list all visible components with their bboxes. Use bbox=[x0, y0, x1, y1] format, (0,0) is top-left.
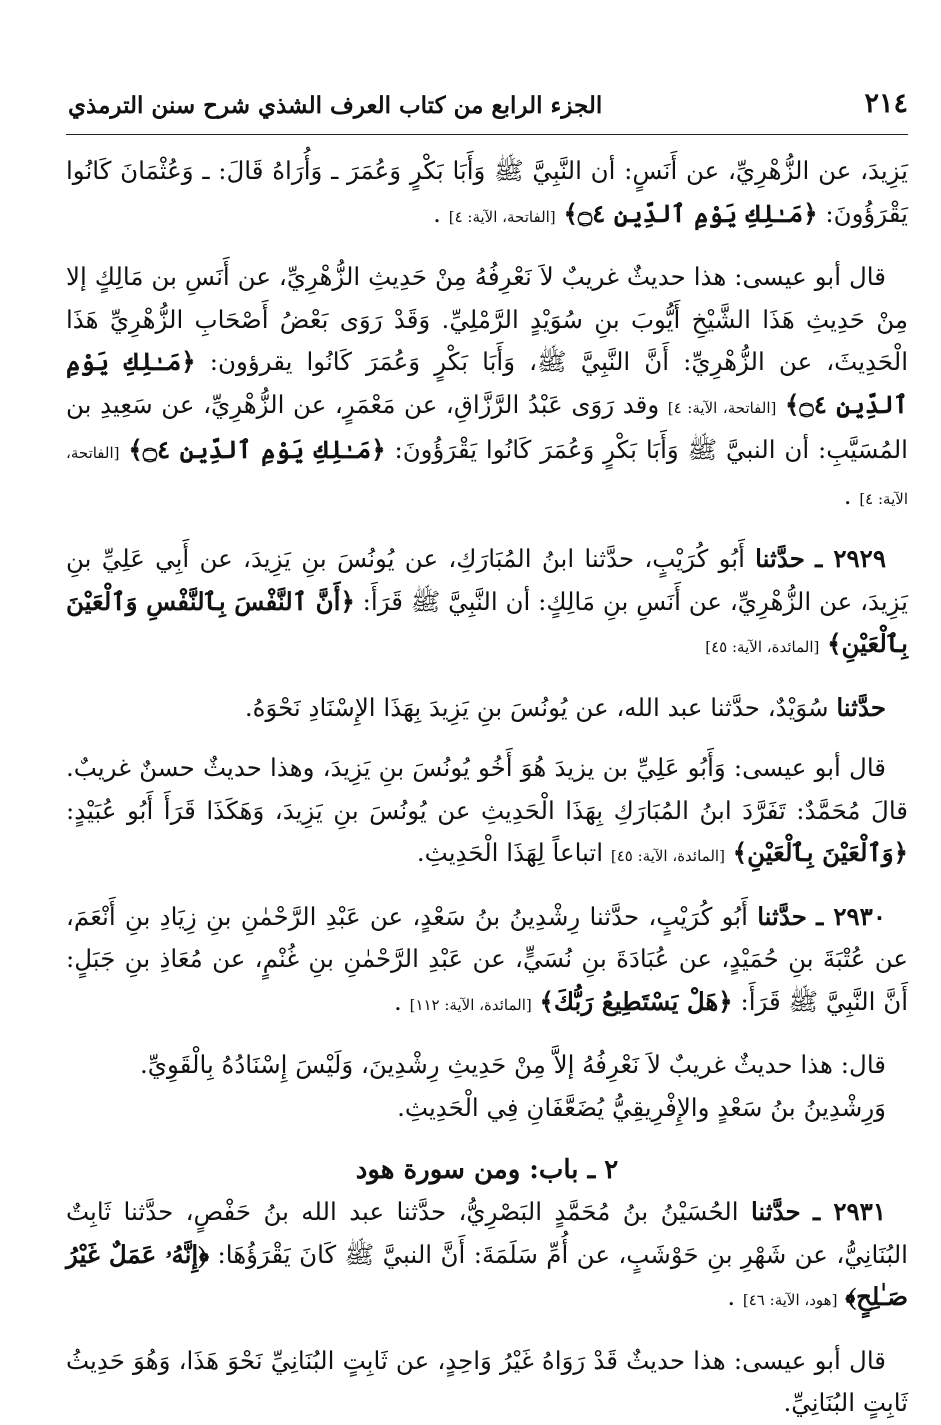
paragraph-end: . bbox=[394, 986, 410, 1016]
paragraph-text: قال: هذا حديثٌ غريبٌ لاَ نَعْرِفُهُ إلاَّ مِنْ حَدِيثِ رِشْدِينَ، وَلَيْسَ إِسْنَادُهُ بِالْقَوِيِّ. bbox=[140, 1050, 886, 1079]
paragraph-end: اتباعاً لِهَذَا الْحَدِيثِ. bbox=[416, 838, 611, 867]
quran-verse: ﴿أَنَّ ٱلنَّفْسَ بِٱلنَّفْسِ وَٱلْعَيْنَ بِٱلْعَيْنِ﴾ bbox=[66, 586, 908, 658]
verse-reference: [المائدة، الآية: ١١٢] bbox=[409, 995, 532, 1014]
hadith-2931 bbox=[66, 1191, 908, 1322]
verse-reference: [الفاتحة، الآية: ٤] bbox=[667, 398, 777, 417]
hadith-chain-suwaid bbox=[66, 687, 908, 730]
quran-verse: ﴿هَلْ يَسْتَطِيعُ رَبُّكَ﴾ bbox=[539, 986, 733, 1016]
verse-reference: [الفاتحة، الآية: ٤] bbox=[66, 444, 908, 508]
paragraph-text: قال أبو عيسى: هذا حديثٌ قَدْ رَوَاهُ غَيْرُ وَاحِدٍ، عن ثَابِتٍ البُنَانِيِّ نَحْوَ هَذَا، وَهُوَ حَدِيثُ ثَابِتٍ البُنَانِيِّ. bbox=[66, 1345, 908, 1417]
page-header bbox=[66, 88, 908, 135]
hadith-2930 bbox=[66, 896, 908, 1027]
paragraph-end: . bbox=[433, 198, 449, 228]
narration-label: حدَّثنا bbox=[836, 692, 886, 722]
paragraph-text: قال أبو عيسى: هذا حديثٌ غريبٌ لاَ نَعْرِفُهُ مِنْ حَدِيثِ الزُّهْرِيِّ، عن أَنَسِ بن مَالِكٍ إلا مِنْ حَدِيثِ هَذَا الشَّيْخِ أَيُّوبَ بنِ سُوَيْدٍ الرَّمْلِيِّ. وَقَدْ رَوَى بَعْضُ أَصْحَابِ الزُّهْرِيِّ هَذَا الْحَدِيثَ، عن الزُّهْرِيِّ: أَنَّ النَّبِيَّ ﷺ، وَأَبَا بَكْرٍ وَعُمَرَ كَانُوا يقرؤون: bbox=[66, 262, 908, 376]
running-title: الجزء الرابع من كتاب العرف الشذي شرح سنن الترمذي bbox=[68, 92, 603, 119]
paragraph-text: الحُسَيْنُ بنُ مُحَمَّدٍ البَصْرِيُّ، حدَّثنا عبد الله بنُ حَفْصٍ، حدَّثنا ثَابِتٌ البُنَانِيُّ، عن شَهْرِ بنِ حَوْشَبٍ، عن أُمِّ سَلَمَةَ: أَنَّ النبيَّ ﷺ كَانَ يَقْرَؤُهَا: bbox=[66, 1197, 908, 1269]
quran-verse: ﴿مَـٰلِكِ يَوْمِ ٱلدِّينِ ۝٤﴾ bbox=[563, 198, 818, 228]
paragraph-text: أَبُو كُرَيْبٍ، حدَّثنا رِشْدِينُ بنُ سَعْدٍ، عن عَبْدِ الرَّحْمٰنِ بنِ زِيَادِ بنِ أَنْعَمَ، عن عُتْبَةَ بنِ حُمَيْدٍ، عن عُبَادَةَ بنِ نُسَيٍّ، عن عَبْدِ الرَّحْمٰنِ بنِ غُنْمٍ، عن مُعَاذِ بنِ جَبَلٍ: أَنَّ النَّبِيَّ ﷺ قَرَأَ: bbox=[66, 901, 908, 1016]
hadith-number: ٢٩٣١ ـ bbox=[813, 1197, 886, 1226]
verse-reference: [المائدة، الآية: ٤٥] bbox=[705, 638, 820, 656]
hadith-number: ٢٩٣٠ ـ bbox=[816, 901, 886, 931]
quran-verse: ﴿إِنَّهُۥ عَمَلٌ غَيْرُ صَـٰلِحٍ﴾ bbox=[66, 1239, 908, 1311]
narration-label: حدَّثنا bbox=[757, 901, 807, 931]
page-number: ٢١٤ bbox=[864, 88, 908, 119]
hadith-2929 bbox=[66, 538, 908, 669]
paragraph-end: . bbox=[727, 1282, 743, 1311]
paragraph-text: سُوَيْدٌ، حدَّثنا عبد الله، عن يُونُسَ بنِ يَزِيدَ بِهَذَا الإِسْنَادِ نَحْوَهُ. bbox=[244, 692, 837, 722]
narration-label: حدَّثنا bbox=[750, 1197, 801, 1226]
quran-verse: ﴿مَـٰلِكِ يَوْمِ ٱلدِّينِ ۝٤﴾ bbox=[66, 347, 908, 419]
hadith-number: ٢٩٢٩ ـ bbox=[815, 544, 886, 573]
commentary-paragraph bbox=[66, 747, 908, 878]
verse-reference: [هود، الآية: ٤٦] bbox=[742, 1291, 838, 1309]
paragraph-continuation bbox=[66, 150, 908, 238]
paragraph-text: أَبُو كُرَيْبٍ، حدَّثنا ابنُ المُبَارَكِ، عن يُونُسَ بنِ يَزِيدَ، عن أَبِي عَلِيِّ بنِ يَزِيدَ، عن الزُّهْرِيِّ، عن أَنَسِ بنِ مَالِكٍ: أن النَّبِيَّ ﷺ قَرَأَ: bbox=[66, 544, 908, 616]
commentary-paragraph bbox=[66, 256, 908, 520]
paragraph-text: يَزِيدَ، عن الزُّهْرِيِّ، عن أَنَسٍ: أن النَّبِيَّ ﷺ وَأَبَا بَكْرٍ وَعُمَرَ ـ وَأُرَاهُ قَالَ: ـ وَعُثْمَانَ كَانُوا يَقْرَؤُونَ: bbox=[66, 156, 908, 228]
verse-reference: [المائدة، الآية: ٤٥] bbox=[610, 847, 725, 865]
quran-verse: ﴿وَٱلْعَيْنَ بِٱلْعَيْنِ﴾ bbox=[732, 838, 908, 867]
paragraph-text: قال أبو عيسى: وَأَبُو عَلِيِّ بن يزيدَ هُوَ أَخُو يُونُسَ بنِ يَزِيدَ، وهذا حديثٌ حسنٌ غريبٌ. قالَ مُحَمَّدٌ: تَفَرَّدَ ابنُ المُبَارَكِ بِهَذَا الْحَدِيثِ عن يُونُسَ بنِ يَزِيدَ، وَهَكَذَا قَرَأَ أَبُو عُبَيْدٍ: bbox=[66, 753, 908, 825]
quran-verse: ﴿مَـٰلِكِ يَوْمِ ٱلدِّينِ ۝٤﴾ bbox=[128, 435, 386, 464]
paragraph-end: . bbox=[843, 480, 860, 510]
paragraph-text: وقد رَوَى عَبْدُ الرَّزَّاقِ، عن مَعْمَرٍ، عن الزُّهْرِيِّ، عن سَعِيدِ بن المُسَيَّبِ: أن النبيَّ ﷺ وَأَبَا بَكْرٍ وَعُمَرَ كَانُوا يَقْرَؤُونَ: bbox=[66, 389, 908, 464]
narration-label: حدَّثنا bbox=[755, 544, 805, 573]
verse-reference: [الفاتحة، الآية: ٤] bbox=[448, 207, 556, 226]
commentary-paragraph bbox=[66, 1340, 908, 1425]
page-body bbox=[66, 150, 908, 1425]
paragraph-text: وَرِشْدِينُ بنُ سَعْدٍ والإِفْرِيقِيُّ يُضَعَّفَانِ فِي الْحَدِيثِ. bbox=[397, 1092, 886, 1122]
commentary-paragraph bbox=[66, 1044, 908, 1087]
section-heading: ٢ ـ باب: ومن سورة هود bbox=[355, 1155, 619, 1185]
commentary-paragraph bbox=[66, 1087, 908, 1130]
